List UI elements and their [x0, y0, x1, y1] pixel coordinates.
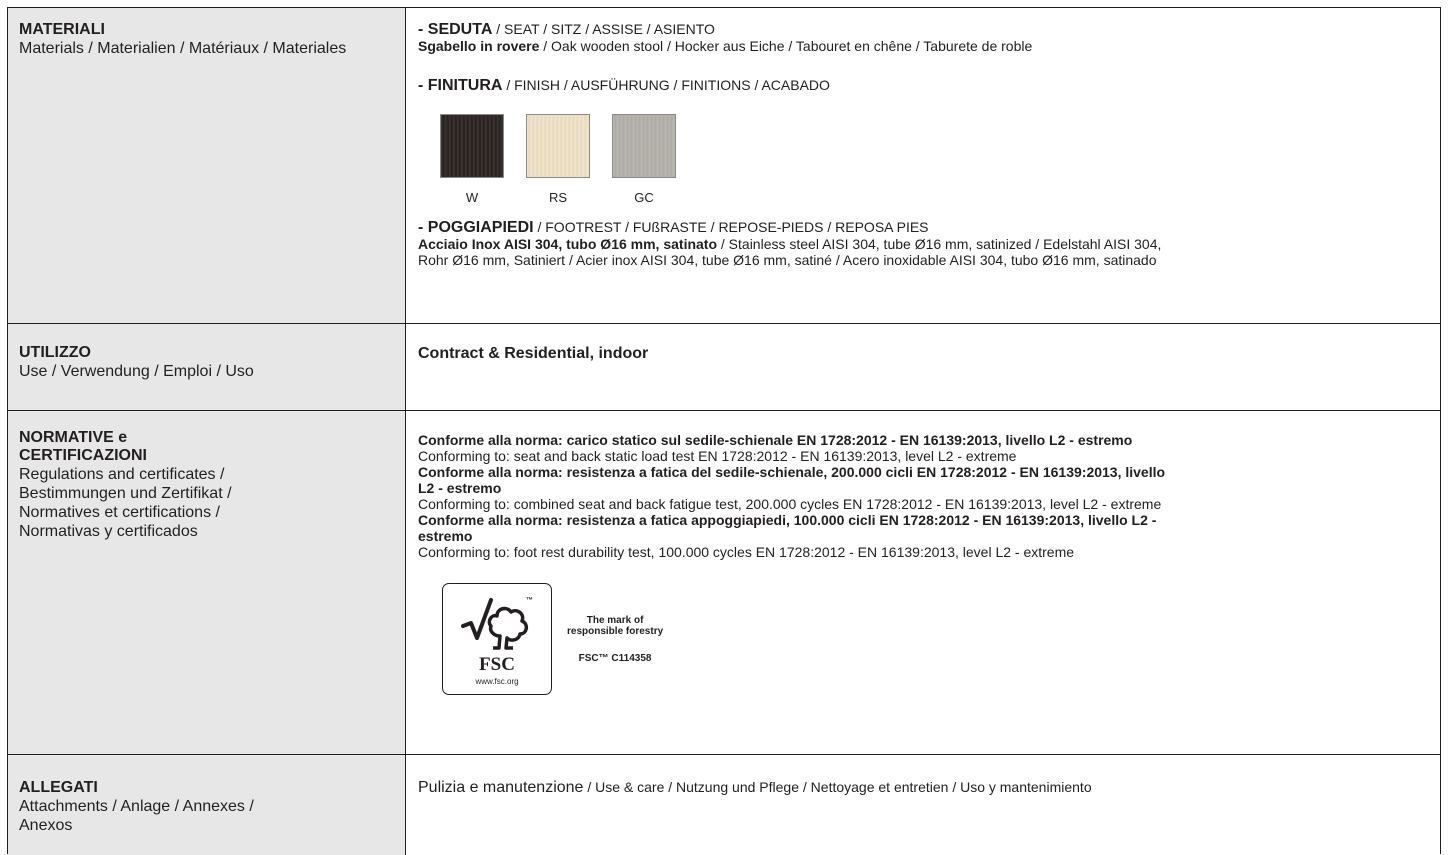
swatch-gc-color — [612, 114, 676, 178]
swatch-w-color — [440, 114, 504, 178]
norm-line-2: Conforming to: seat and back static load test EN 1728:2012 - EN 16139:2013, level L2 - extreme — [418, 448, 1017, 464]
poggiapiedi-heading — [418, 219, 1428, 236]
fsc-mark-text — [567, 615, 663, 664]
fsc-logo-text: FSC — [479, 654, 515, 675]
norm-line-8: Conforming to: foot rest durability test, 100.000 cycles EN 1728:2012 - EN 16139:2013, level L2 - extreme — [418, 544, 1075, 560]
label-allegati: ALLEGATI — [19, 779, 98, 796]
swatch-gc-code: GC — [634, 190, 654, 205]
content-cell-materiali — [406, 8, 1440, 323]
fsc-url: www.fsc.org — [475, 677, 519, 686]
finitura-heading — [418, 77, 1428, 94]
label-materiali-sub: Materials / Materialien / Matériaux / Materiales — [19, 40, 347, 57]
label-normative-sub-2: Bestimmungen und Zertifikat / — [19, 485, 232, 502]
finitura-title: - FINITURA — [418, 77, 503, 94]
content-cell-allegati — [406, 755, 1440, 855]
row-normative — [8, 411, 1440, 755]
label-utilizzo: UTILIZZO — [19, 344, 91, 361]
label-cell-materiali — [8, 8, 406, 323]
label-cell-normative — [8, 411, 406, 754]
label-cell-allegati — [8, 755, 406, 855]
fsc-logo — [442, 583, 552, 695]
norm-line-1: Conforme alla norma: carico statico sul sedile-schienale EN 1728:2012 - EN 16139:2013, livello L2 - estremo — [418, 432, 1133, 448]
swatch-gc — [612, 114, 676, 205]
swatch-rs-color — [526, 114, 590, 178]
finitura-translations: / FINISH / AUSFÜHRUNG / FINITIONS / ACABADO — [502, 77, 830, 93]
label-normative-sub-1: Regulations and certificates / — [19, 466, 225, 483]
use-and-care-link[interactable] — [418, 779, 1428, 797]
label-normative-2: CERTIFICAZIONI — [19, 447, 147, 464]
label-cell-utilizzo — [8, 324, 406, 410]
norm-line-5: Conforming to: combined seat and back fatigue test, 200.000 cycles EN 1728:2012 - EN 16139:2013, level L2 - extreme — [418, 496, 1162, 512]
fsc-mark-line-2: responsible forestry — [567, 625, 664, 637]
norm-line-4: L2 - estremo — [418, 480, 502, 496]
utilizzo-value: Contract & Residential, indoor — [418, 345, 649, 362]
use-and-care-main[interactable]: Pulizia e manutenzione — [418, 779, 584, 796]
content-cell-normative — [406, 411, 1440, 754]
seduta-description — [418, 38, 1428, 54]
content-cell-utilizzo — [406, 324, 1440, 410]
swatch-rs-code: RS — [548, 190, 568, 205]
row-utilizzo — [8, 324, 1440, 411]
label-allegati-sub-2: Anexos — [19, 817, 73, 834]
norm-line-7: estremo — [418, 528, 473, 544]
product-spec-sheet — [7, 7, 1441, 854]
norm-line-3: Conforme alla norma: resistenza a fatica del sedile-schienale, 200.000 cicli EN 1728:2012 - EN 16139:2013, livello — [418, 464, 1166, 480]
fsc-license-code: FSC™ C114358 — [578, 652, 652, 664]
seduta-bold: Sgabello in rovere — [418, 38, 540, 54]
label-normative-sub-4: Normativas y certificados — [19, 523, 198, 540]
swatch-w-code: W — [465, 190, 479, 205]
swatch-rs — [526, 114, 590, 205]
label-materiali: MATERIALI — [19, 21, 105, 38]
poggiapiedi-bold: Acciaio Inox AISI 304, tubo Ø16 mm, satinato — [418, 236, 718, 252]
label-utilizzo-sub: Use / Verwendung / Emploi / Uso — [19, 363, 254, 380]
seduta-title: - SEDUTA — [418, 21, 493, 38]
seduta-heading — [418, 21, 1428, 38]
row-materiali — [8, 8, 1440, 324]
label-allegati-sub-1: Attachments / Anlage / Annexes / — [19, 798, 254, 815]
poggiapiedi-desc-2: Rohr Ø16 mm, Satiniert / Acier inox AISI 304, tube Ø16 mm, satiné / Acero inoxidable AISI 304, tubo Ø16 mm, satinado — [418, 252, 1157, 268]
fsc-certification — [442, 583, 1428, 695]
fsc-mark-line-1: The mark of — [586, 614, 644, 626]
use-and-care-translations[interactable]: / Use & care / Nutzung und Pflege / Nettoyage et entretien / Uso y mantenimiento — [583, 779, 1092, 795]
seduta-translations: / SEAT / SITZ / ASSISE / ASIENTO — [492, 21, 715, 37]
row-allegati — [8, 755, 1440, 855]
label-normative-1: NORMATIVE e — [19, 429, 128, 446]
poggiapiedi-title: - POGGIAPIEDI — [418, 219, 534, 236]
seduta-desc: / Oak wooden stool / Hocker aus Eiche / Tabouret en chêne / Taburete de roble — [539, 38, 1033, 54]
label-normative-sub-3: Normatives et certifications / — [19, 504, 220, 521]
fsc-tree-check-icon — [459, 596, 539, 652]
swatch-w — [440, 114, 504, 205]
fsc-tm: ™ — [526, 597, 533, 604]
poggiapiedi-translations: / FOOTREST / FUßRASTE / REPOSE-PIEDS / REPOSA PIES — [533, 219, 929, 235]
poggiapiedi-desc-1: / Stainless steel AISI 304, tube Ø16 mm, satinized / Edelstahl AISI 304, — [717, 236, 1162, 252]
norm-line-6: Conforme alla norma: resistenza a fatica appoggiapiedi, 100.000 cicli EN 1728:2012 - EN 16139:2013, livello L2 - — [418, 512, 1157, 528]
poggiapiedi-description — [418, 236, 1428, 252]
finish-swatches — [440, 114, 1428, 205]
